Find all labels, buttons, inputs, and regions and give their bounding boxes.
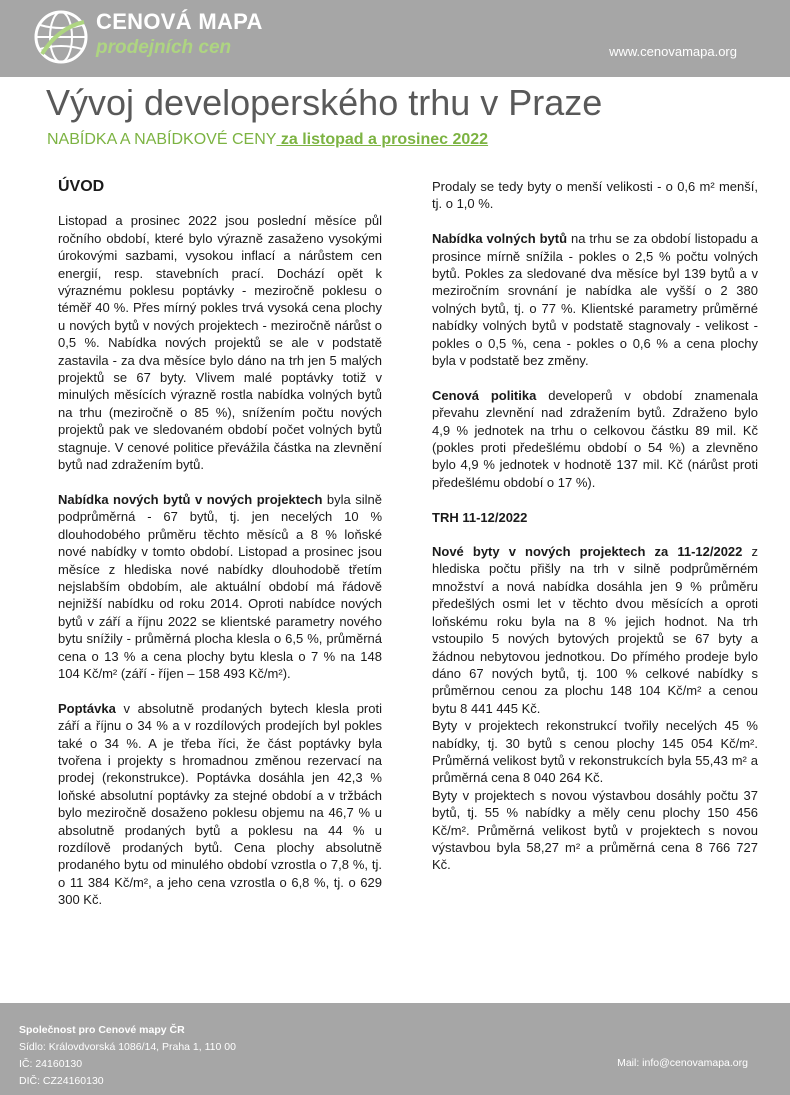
section-heading-intro: ÚVOD <box>58 178 105 195</box>
website-link[interactable]: www.cenovamapa.org <box>609 44 737 59</box>
paragraph-text: na trhu se za období listopadu a prosince mírně snížila - pokles o 2,5 % počtu volných bytů. Pokles za sledované dva měsíce byl 139 bytů a v meziročním srovnání je nabídka ale vyšší o 2 380 volných bytů, tj. o 77 %. Klientské parametry průměrné nabídky volných bytů v podstatě stagnovaly - velikost - pokles o 0,5 %, cena - pokles o 0,6 % a cena plochy byla v podstatě bez změny. <box>432 231 758 369</box>
footer-ico: IČ: 24160130 <box>19 1058 83 1070</box>
globe-logo-icon <box>32 8 90 66</box>
free-flats-paragraph <box>432 230 758 369</box>
right-column <box>432 178 758 874</box>
document-title: Vývoj developerského trhu v Praze <box>46 82 603 123</box>
subtitle-period: za listopad a prosinec 2022 <box>276 131 489 148</box>
footer-company: Společnost pro Cenové mapy ČR <box>19 1024 185 1036</box>
paragraph-text: z hlediska počtu přišly na trh v silně podprůměrném množství a nová nabídka dosáhla jen 9 % průměru předešlých osmi let v těchto dvou měsících a oproti loňskému roku byla na 8 % jejich hodnot. Na trh vstoupilo 5 nových bytových projektů se 67 byty a žádnou nebytovou jednotkou. Do přímého prodeje bylo dáno 67 nových bytů, tj. 100 % celkové nabídky s průměrnou cenou za plochu 148 104 Kč/m² a cenou bytu 8 441 445 Kč. <box>432 544 758 716</box>
paragraph-lead: Nabídka nových bytů v nových projektech <box>58 491 323 507</box>
left-column <box>58 178 382 926</box>
paragraph-lead: Poptávka <box>58 700 116 716</box>
footer-dic: DIČ: CZ24160130 <box>19 1075 104 1087</box>
page-header <box>0 0 790 77</box>
footer-address: Sídlo: Královdvorská 1086/14, Praha 1, 110 00 <box>19 1041 236 1053</box>
new-flats-paragraph <box>58 491 382 682</box>
demand-paragraph <box>58 700 382 909</box>
continuation-paragraph: Prodaly se tedy byty o menší velikosti - o 0,6 m² menší, tj. o 1,0 %. <box>432 179 758 212</box>
new-construction-paragraph: Byty v projektech s novou výstavbou dosáhly počtu 37 bytů, tj. 55 % nabídky a měly cenu plochy 150 456 Kč/m². Průměrná velikost bytů v projektech s novou výstavbou byla 58,27 m² a průměrná cena 8 766 727 Kč. <box>432 787 758 873</box>
new-projects-paragraph <box>432 543 758 717</box>
paragraph-lead: Nové byty v nových projektech za 11-12/2022 <box>432 544 743 560</box>
paragraph-lead: Nabídka volných bytů <box>432 231 568 247</box>
subtitle-prefix: NABÍDKA A NABÍDKOVÉ CENY <box>47 131 277 148</box>
paragraph-text: developerů v období znamenala převahu zlevnění nad zdražením bytů. Zdraženo bylo 4,9 % jednotek na trhu o celkovou částku 89 mil. Kč (pokles proti předešlému období o 54 %) a zlevněno bylo 4,9 % jednotek v hodnotě 137 mil. Kč (nárůst proti předešlému období o 17 %). <box>432 387 759 490</box>
reconstruction-paragraph: Byty v projektech rekonstrukcí tvořily necelých 45 % nabídky, tj. 30 bytů s cenou plochy 145 054 Kč/m². Průměrná velikost bytů v rekonstrukcích byla 55,43 m² a průměrná cena 8 040 264 Kč. <box>432 718 758 786</box>
price-policy-paragraph <box>432 387 758 491</box>
footer-mail-link[interactable]: Mail: info@cenovamapa.org <box>617 1057 748 1069</box>
section-heading-market: TRH 11-12/2022 <box>432 509 528 525</box>
page-footer <box>0 1003 790 1095</box>
brand-tagline: prodejních cen <box>96 37 232 58</box>
document-subtitle <box>47 131 488 149</box>
paragraph-text: byla silně podprůměrná - 67 bytů, tj. jen necelých 10 % dlouhodobého průměru těchto měsíců a 8 % loňské nové nabídky v tomto období. Listopad a prosinec jsou měsíce z hlediska nové nabídky dlouhodobě třetím nejslabším obdobím, ale aktuální období má řádově nejnižší nabídku od roku 2014. Oproti nabídce nových bytů v září a říjnu 2022 se klientské parametry nového bytu snížily - průměrná plocha klesla o 6,5 %, průměrná cena o 13 % a cena plochy bytu klesla o 7 % na 148 104 Kč/m² (září - říjen – 158 493 Kč/m²). <box>58 491 382 681</box>
paragraph-text: v absolutně prodaných bytech klesla proti září a říjnu o 34 % a v rozdílových prodejích byl pokles také o 34 %. A je třeba říci, že část poptávky byla tvořena i projekty s hromadnou změnou rezervací na prodej (rekonstrukce). Poptávka dosáhla jen 42,3 % loňské absolutní poptávky za stejné období a v tržbách bylo meziročně dosaženo poklesu objemu na 46,7 % u absolutně prodaných bytů a poklesu na 44 % u rozdílově prodaných bytů. Cena plochy absolutně prodaného bytu od minulého období vzrostla o 7,8 %, tj. o 11 384 Kč/m², a jeho cena vzrostla o 6,8 %, tj. o 629 300 Kč. <box>58 700 382 908</box>
paragraph-lead: Cenová politika <box>432 387 537 403</box>
intro-paragraph: Listopad a prosinec 2022 jsou poslední měsíce půl ročního období, které bylo výrazně zasaženo vysokými úrokovými sazbami, vysokou inflací a nárůstem cen energií, resp. stavebních prací. Dochází opět k výraznému poklesu poptávky - meziročně poklesu o téměř 40 %. Přes mírný pokles trvá vysoká cena plochy u nových bytů v nových projektech - meziročně nárůst o 0,5 %. Nabídka nových projektů se ale v podstatě zastavila - za dva měsíce bylo dáno na trh jen 5 malých projektů se 67 byty. Vlivem malé poptávky totiž v minulých měsících výrazně rostla nabídka volných bytů na trhu (meziročně o 85 %), snížením počtu nových projektů pak ve sledovaném období počet volných bytů stagnuje. V cenové politice převážila částka na zlevnění bytů nad zdražením bytů. <box>58 213 382 473</box>
brand-name: CENOVÁ MAPA <box>96 9 263 34</box>
